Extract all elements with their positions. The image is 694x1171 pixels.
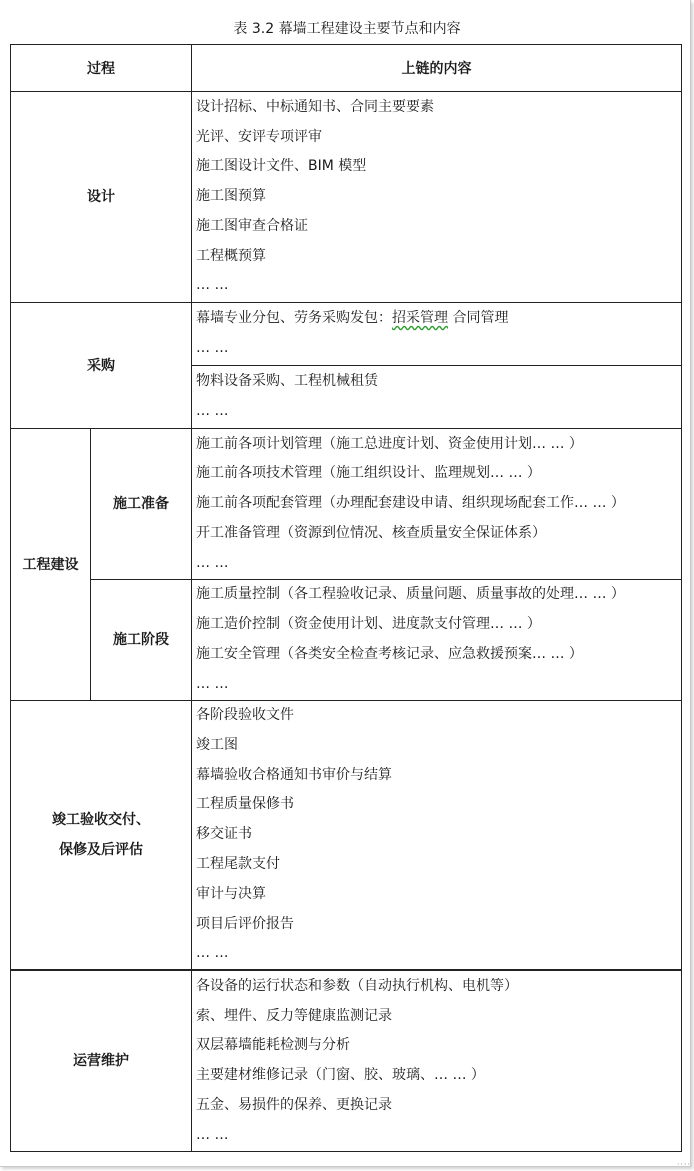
design-item: 光评、安评专项评审 xyxy=(196,128,322,145)
procurement-content-2 xyxy=(192,366,682,429)
procurement-label: 采购 xyxy=(11,303,192,429)
operation-content xyxy=(192,970,682,1152)
table-caption: 表 3.2 幕墙工程建设主要节点和内容 xyxy=(233,21,461,37)
construction-prep-item: 施工前各项计划管理（施工总进度计划、资金使用计划… … ） xyxy=(196,435,583,452)
completion-item: 工程质量保修书 xyxy=(196,796,294,813)
operation-item: 双层幕墙能耗检测与分析 xyxy=(196,1037,350,1054)
construction-prep-content xyxy=(192,429,682,580)
construction-stage-content xyxy=(192,580,682,701)
completion-item: 移交证书 xyxy=(196,826,252,843)
construction-prep-row xyxy=(11,429,682,580)
operation-item: 五金、易损件的保养、更换记录 xyxy=(196,1096,392,1113)
procurement-underlined-text: 招采管理 xyxy=(392,310,448,327)
operation-row xyxy=(11,970,682,1152)
operation-item: 各设备的运行状态和参数（自动执行机构、电机等） xyxy=(196,977,518,994)
completion-item: 项目后评价报告 xyxy=(196,915,294,932)
procurement-item: … … xyxy=(196,403,229,419)
construction-stage-item: 施工质量控制（各工程验收记录、质量问题、质量事故的处理… … ） xyxy=(196,586,625,603)
completion-row xyxy=(11,701,682,971)
design-item: 施工图预算 xyxy=(196,188,266,205)
header-content: 上链的内容 xyxy=(192,45,682,92)
construction-prep-item: 施工前各项配套管理（办理配套建设申请、组织现场配套工作… … ） xyxy=(196,495,625,512)
completion-label-line1: 竣工验收交付、 xyxy=(52,812,150,829)
procurement-content-1 xyxy=(192,303,682,366)
operation-label: 运营维护 xyxy=(11,970,192,1152)
design-item: 工程概预算 xyxy=(196,247,266,264)
construction-prep-item: … … xyxy=(196,554,229,571)
construction-stage-item: 施工造价控制（资金使用计划、进度款支付管理… … ） xyxy=(196,616,541,633)
operation-item: … … xyxy=(196,1126,229,1143)
construction-stage-row xyxy=(11,580,682,701)
procurement-item: 物料设备采购、工程机械租赁 xyxy=(196,373,378,390)
design-content xyxy=(192,92,682,303)
header-row xyxy=(11,45,682,92)
corner-dots: ···· xyxy=(676,1160,691,1169)
procurement-row-1 xyxy=(11,303,682,366)
blockchain-content-table xyxy=(10,44,682,1152)
completion-item: … … xyxy=(196,945,229,962)
design-item: … … xyxy=(196,277,229,294)
procurement-suffix: 合同管理 xyxy=(448,310,509,327)
design-item: 施工图审查合格证 xyxy=(196,217,308,234)
completion-item: 各阶段验收文件 xyxy=(196,707,294,723)
completion-item: 审计与决算 xyxy=(196,885,266,902)
procurement-prefix: 幕墙专业分包、劳务采购发包： xyxy=(196,310,392,327)
design-label: 设计 xyxy=(11,92,192,303)
construction-stage-item: 施工安全管理（各类安全检查考核记录、应急救援预案… … ） xyxy=(196,646,583,662)
design-item: 设计招标、中标通知书、合同主要要素 xyxy=(196,98,434,115)
construction-prep-item: 开工准备管理（资源到位情况、核查质量安全保证体系） xyxy=(196,524,546,541)
construction-label: 工程建设 xyxy=(11,429,91,701)
construction-stage-item: … … xyxy=(196,675,229,692)
design-row xyxy=(11,92,682,303)
completion-item: 工程尾款支付 xyxy=(196,855,280,872)
completion-item: 竣工图 xyxy=(196,736,238,753)
completion-item: 幕墙验收合格通知书审价与结算 xyxy=(196,766,392,783)
design-item: 施工图设计文件、BIM 模型 xyxy=(196,158,367,175)
completion-content xyxy=(192,701,682,971)
operation-item: 主要建材维修记录（门窗、胶、玻璃、… … ） xyxy=(196,1067,485,1084)
construction-stage-label: 施工阶段 xyxy=(91,580,192,701)
procurement-item xyxy=(192,304,681,334)
completion-label-line2: 保修及后评估 xyxy=(59,842,143,859)
procurement-item: … … xyxy=(196,340,229,356)
operation-item: 索、埋件、反力等健康监测记录 xyxy=(196,1007,392,1024)
header-process: 过程 xyxy=(11,45,192,92)
completion-label xyxy=(11,701,192,971)
construction-prep-item: 施工前各项技术管理（施工组织设计、监理规划… … ） xyxy=(196,465,541,482)
construction-prep-label: 施工准备 xyxy=(91,429,192,580)
